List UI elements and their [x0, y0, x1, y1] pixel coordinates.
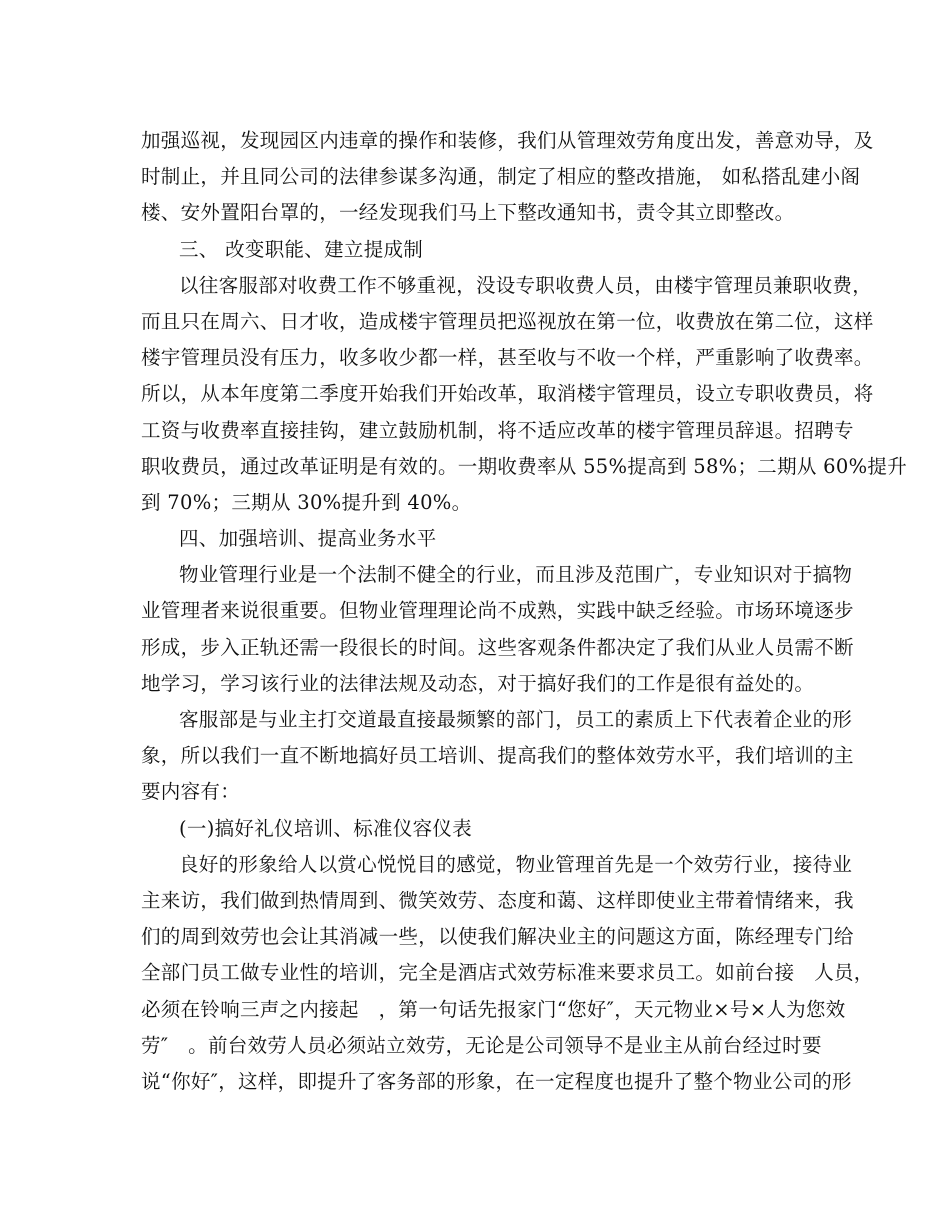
text-line: 加强巡视，发现园区内违章的操作和装修，我们从管理效劳角度出发，善意劝导，及 — [141, 129, 874, 152]
text-line: 业管理者来说很重要。但物业管理理论尚不成熟，实践中缺乏经验。市场环境逐步 — [141, 599, 854, 623]
document-body — [141, 123, 908, 1100]
text-line: 以往客服部对收费工作不够重视，没设专职收费人员，由楼宇管理员兼职收费， — [179, 273, 873, 297]
text-line: 客服部是与业主打交道最直接最频繁的部门，员工的素质上下代表着企业的形 — [179, 708, 853, 731]
text-line: 象，所以我们一直不断地搞好员工培训、提高我们的整体效劳水平，我们培训的主 — [141, 744, 854, 768]
text-line: 要内容有： — [141, 780, 241, 804]
text-line: 们的周到效劳也会让其消减一些，以使我们解决业主的问题这方面，陈经理专门给 — [141, 925, 854, 949]
section-heading: 四、加强培训、提高业务水平 — [179, 527, 437, 551]
subsection-heading: (一)搞好礼仪培训、标准仪容仪表 — [179, 816, 473, 840]
text-line: 说“你好″，这样，即提升了客务部的形象，在一定程度也提升了整个物业公司的形 — [141, 1069, 852, 1093]
section-heading: 三、 改变职能、建立提成制 — [179, 237, 424, 261]
text-line: 良好的形象给人以赏心悦悦目的感觉，物业管理首先是一个效劳行业，接待业 — [179, 852, 853, 876]
text-line: 必须在铃响三声之内接起 ，第一句话先报家门“您好″，天元物业×号×人为您效 — [141, 997, 846, 1021]
text-line: 地学习，学习该行业的法律法规及动态，对于搞好我们的工作是很有益处的。 — [141, 671, 815, 695]
text-line: 而且只在周六、日才收，造成楼宇管理员把巡视放在第一位，收费放在第二位，这样 — [141, 309, 874, 333]
text-line: 到 70%；三期从 30%提升到 40%。 — [141, 490, 472, 514]
text-line: 全部门员工做专业性的培训，完全是酒店式效劳标准来要求员工。如前台接 人员， — [141, 961, 874, 985]
text-line: 所以，从本年度第二季度开始我们开始改革，取消楼宇管理员，设立专职收费员，将 — [141, 382, 874, 406]
text-line: 时制止，并且同公司的法律参谋多沟通，制定了相应的整改措施， 如私搭乱建小阁 — [141, 165, 861, 189]
text-line: 工资与收费率直接挂钩，建立鼓励机制，将不适应改革的楼宇管理员辞退。招聘专 — [141, 418, 854, 442]
text-line: 主来访，我们做到热情周到、微笑效劳、态度和蔼、这样即使业主带着情绪来，我 — [141, 888, 854, 912]
text-line: 物业管理行业是一个法制不健全的行业，而且涉及范围广，专业知识对于搞物 — [179, 563, 853, 587]
text-line: 楼宇管理员没有压力，收多收少都一样，甚至收与不收一个样，严重影响了收费率。 — [141, 346, 874, 370]
text-line: 形成，步入正轨还需一段很长的时间。这些客观条件都决定了我们从业人员需不断 — [141, 635, 854, 659]
text-line: 楼、安外置阳台罩的，一经发现我们马上下整改通知书，责令其立即整改。 — [141, 201, 795, 225]
text-line: 劳″ 。前台效劳人员必须站立效劳，无论是公司领导不是业主从前台经过时要 — [141, 1033, 822, 1057]
text-line: 职收费员，通过改革证明是有效的。一期收费率从 55%提高到 58%；二期从 60%提升 — [141, 454, 908, 478]
